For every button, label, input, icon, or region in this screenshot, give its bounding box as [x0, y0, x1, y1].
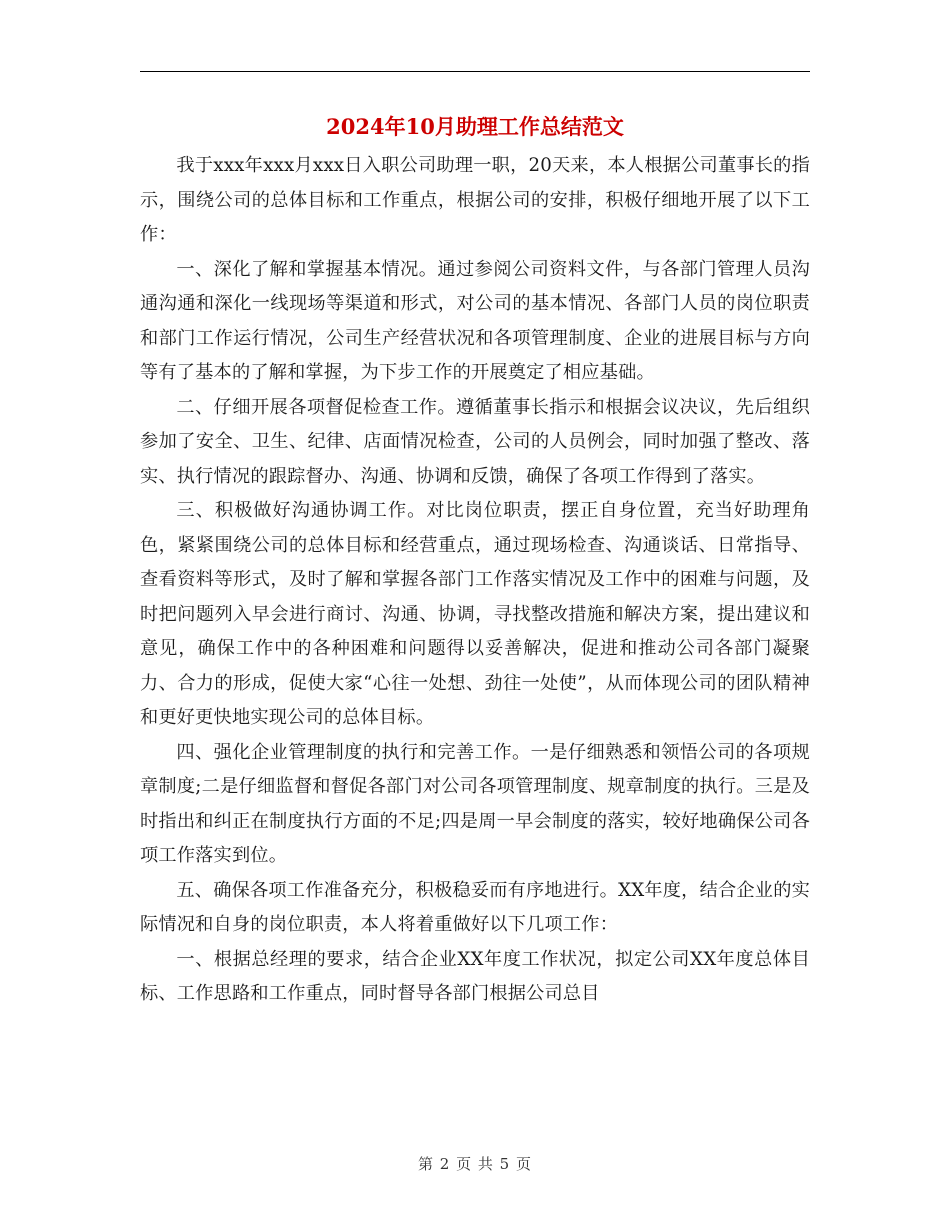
paragraph-section-4: 四、强化企业管理制度的执行和完善工作。一是仔细熟悉和领悟公司的各项规章制度;二是仔细监督和督促各部门对公司各项管理制度、规章制度的执行。三是及时指出和纠正在制度执行方面的不足;四是周一早会制度的落实，较好地确保公司各项工作落实到位。: [140, 741, 810, 866]
header-rule: [140, 71, 810, 72]
paragraph-plan-1: 一、根据总经理的要求，结合企业XX年度工作状况，拟定公司XX年度总体目标、工作思路和工作重点，同时督导各部门根据公司总目: [140, 948, 810, 1004]
paragraph-section-2: 二、仔细开展各项督促检查工作。遵循董事长指示和根据会议决议，先后组织参加了安全、卫生、纪律、店面情况检查，公司的人员例会，同时加强了整改、落实、执行情况的跟踪督办、沟通、协调和反馈，确保了各项工作得到了落实。: [140, 396, 810, 487]
page-number: 第 2 页 共 5 页: [418, 1155, 532, 1173]
paragraph-section-1: 一、深化了解和掌握基本情况。通过参阅公司资料文件，与各部门管理人员沟通沟通和深化一线现场等渠道和形式，对公司的基本情况、各部门人员的岗位职责和部门工作运行情况，公司生产经营状况和各项管理制度、企业的进展目标与方向等有了基本的了解和掌握，为下步工作的开展奠定了相应基础。: [140, 258, 810, 383]
paragraph-intro: 我于xxx年xxx月xxx日入职公司助理一职，20天来，本人根据公司董事长的指示，围绕公司的总体目标和工作重点，根据公司的安排，积极仔细地开展了以下工作：: [140, 155, 810, 245]
document-body: [140, 149, 810, 1012]
paragraph-section-5: 五、确保各项工作准备充分，积极稳妥而有序地进行。XX年度，结合企业的实际情况和自身的岗位职责，本人将着重做好以下几项工作：: [140, 879, 810, 935]
paragraph-section-3: 三、积极做好沟通协调工作。对比岗位职责，摆正自身位置，充当好助理角色，紧紧围绕公司的总体目标和经营重点，通过现场检查、沟通谈话、日常指导、查看资料等形式，及时了解和掌握各部门工作落实情况及工作中的困难与问题，及时把问题列入早会进行商讨、沟通、协调，寻找整改措施和解决方案，提出建议和意见，确保工作中的各种困难和问题得以妥善解决，促进和推动公司各部门凝聚力、合力的形成，促使大家“心往一处想、劲往一处使”，从而体现公司的团队精神和更好更快地实现公司的总体目标。: [140, 500, 810, 728]
document-title: 2024年10月助理工作总结范文: [326, 114, 624, 139]
